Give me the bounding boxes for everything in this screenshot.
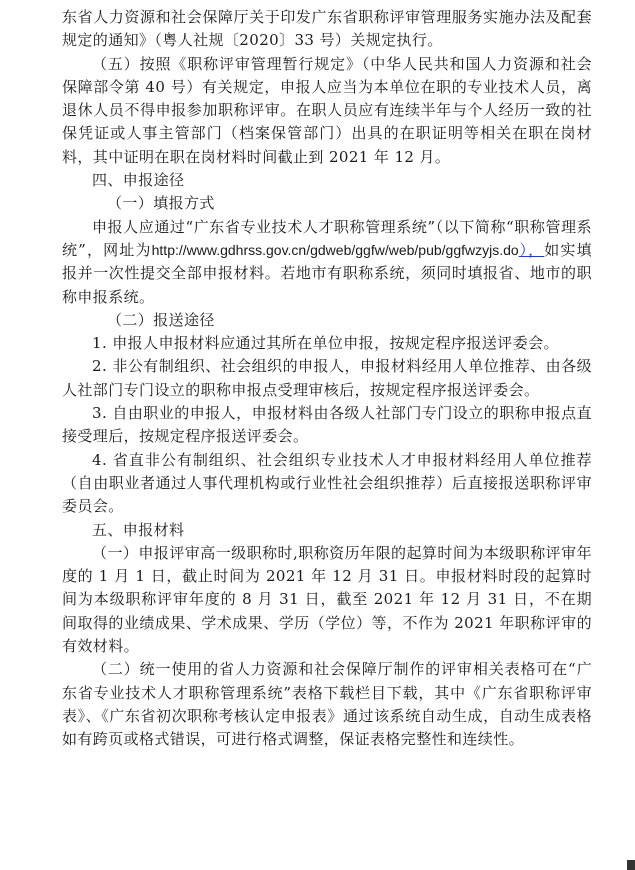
paragraph-forms-download: （二）统一使用的省人力资源和社会保障厅制作的评审相关表格可在“广东省专业技术人才职称管理系统”表格下载栏目下载，其中《广东省职称评审表》、《广东省初次职称考核认定申报表》通过该系统自动生成，自动生成表格如有跨页或格式错误，可进行格式调整，保证表格完整性和连续性。 <box>62 660 592 749</box>
system-url-text: http://www.gdhrss.gov.cn/gdweb/ggfw/web/pub/ggfwzyjs.do <box>151 241 519 258</box>
list-item-2: 2. 非公有制组织、社会组织的申报人，申报材料经用人单位推荐、由各级人社部门专门设立的职称申报点受理审核后，按规定程序报送评委会。 <box>62 357 592 399</box>
list-item-4: 4. 省直非公有制组织、社会组织专业技术人才申报材料经用人单位推荐（自由职业者通过人事代理机构或行业性社会组织推荐）后直接报送职称评审委员会。 <box>62 450 592 516</box>
paragraph-filing-method <box>62 216 592 309</box>
subheading-filing-method: （一）填报方式 <box>107 194 215 213</box>
filing-method-rest: 如实填报并一次性提交全部申报材料。若地市有职称系统，须同时填报省、地市的职称申报系统。 <box>62 240 592 306</box>
list-item-1: 1. 申报人申报材料应通过其所在单位申报，按规定程序报送评委会。 <box>92 334 559 353</box>
paragraph-material-timeframe: （一）申报评审高一级职称时,职称资历年限的起算时间为本级职称评审年度的 1 月 1 日，截止时间为 2021 年 12 月 31 日。申报材料时段的起算时间为本级职称评审年度的 8 月 31 日，截至 2021 年 12 月 31 日，不在期间取得的业绩成果、学术成果、学历（学位）等，不作为 2021 年职称评审的有效材料。 <box>62 543 592 656</box>
heading-application-channels: 四、申报途径 <box>92 171 185 190</box>
heading-application-materials: 五、申报材料 <box>92 520 185 539</box>
filing-method-intro: 申报人应通过“广东省专业技术人才职称管理系统”（以下简称“职称管理系统”，网址为 <box>62 217 592 259</box>
system-url-link[interactable]: ）， <box>518 240 545 259</box>
subheading-submission-channels: （二）报送途径 <box>107 310 215 329</box>
paragraph-regulation-reference: 东省人力资源和社会保障厅关于印发广东省职称评审管理服务实施办法及配套规定的通知》（粤人社规〔2020〕33 号）关规定执行。 <box>62 8 592 50</box>
list-item-3: 3. 自由职业的申报人，申报材料由各级人社部门专门设立的职称申报点直接受理后，按规定程序报送评委会。 <box>62 404 592 446</box>
document-body <box>62 6 592 752</box>
paragraph-eligibility: （五）按照《职称评审管理暂行规定》（中华人民共和国人力资源和社会保障部令第 40 号）有关规定，申报人应当为本单位在职的专业技术人员，离退休人员不得申报参加职称评审。在职人员应有连续半年与个人经历一致的社保凭证或人事主管部门（档案保管部门）出具的在职证明等相关在职在岗材料，其中证明在职在岗材料时间截止到 2021 年 12 月。 <box>62 54 592 166</box>
page-corner-mark <box>627 860 635 870</box>
